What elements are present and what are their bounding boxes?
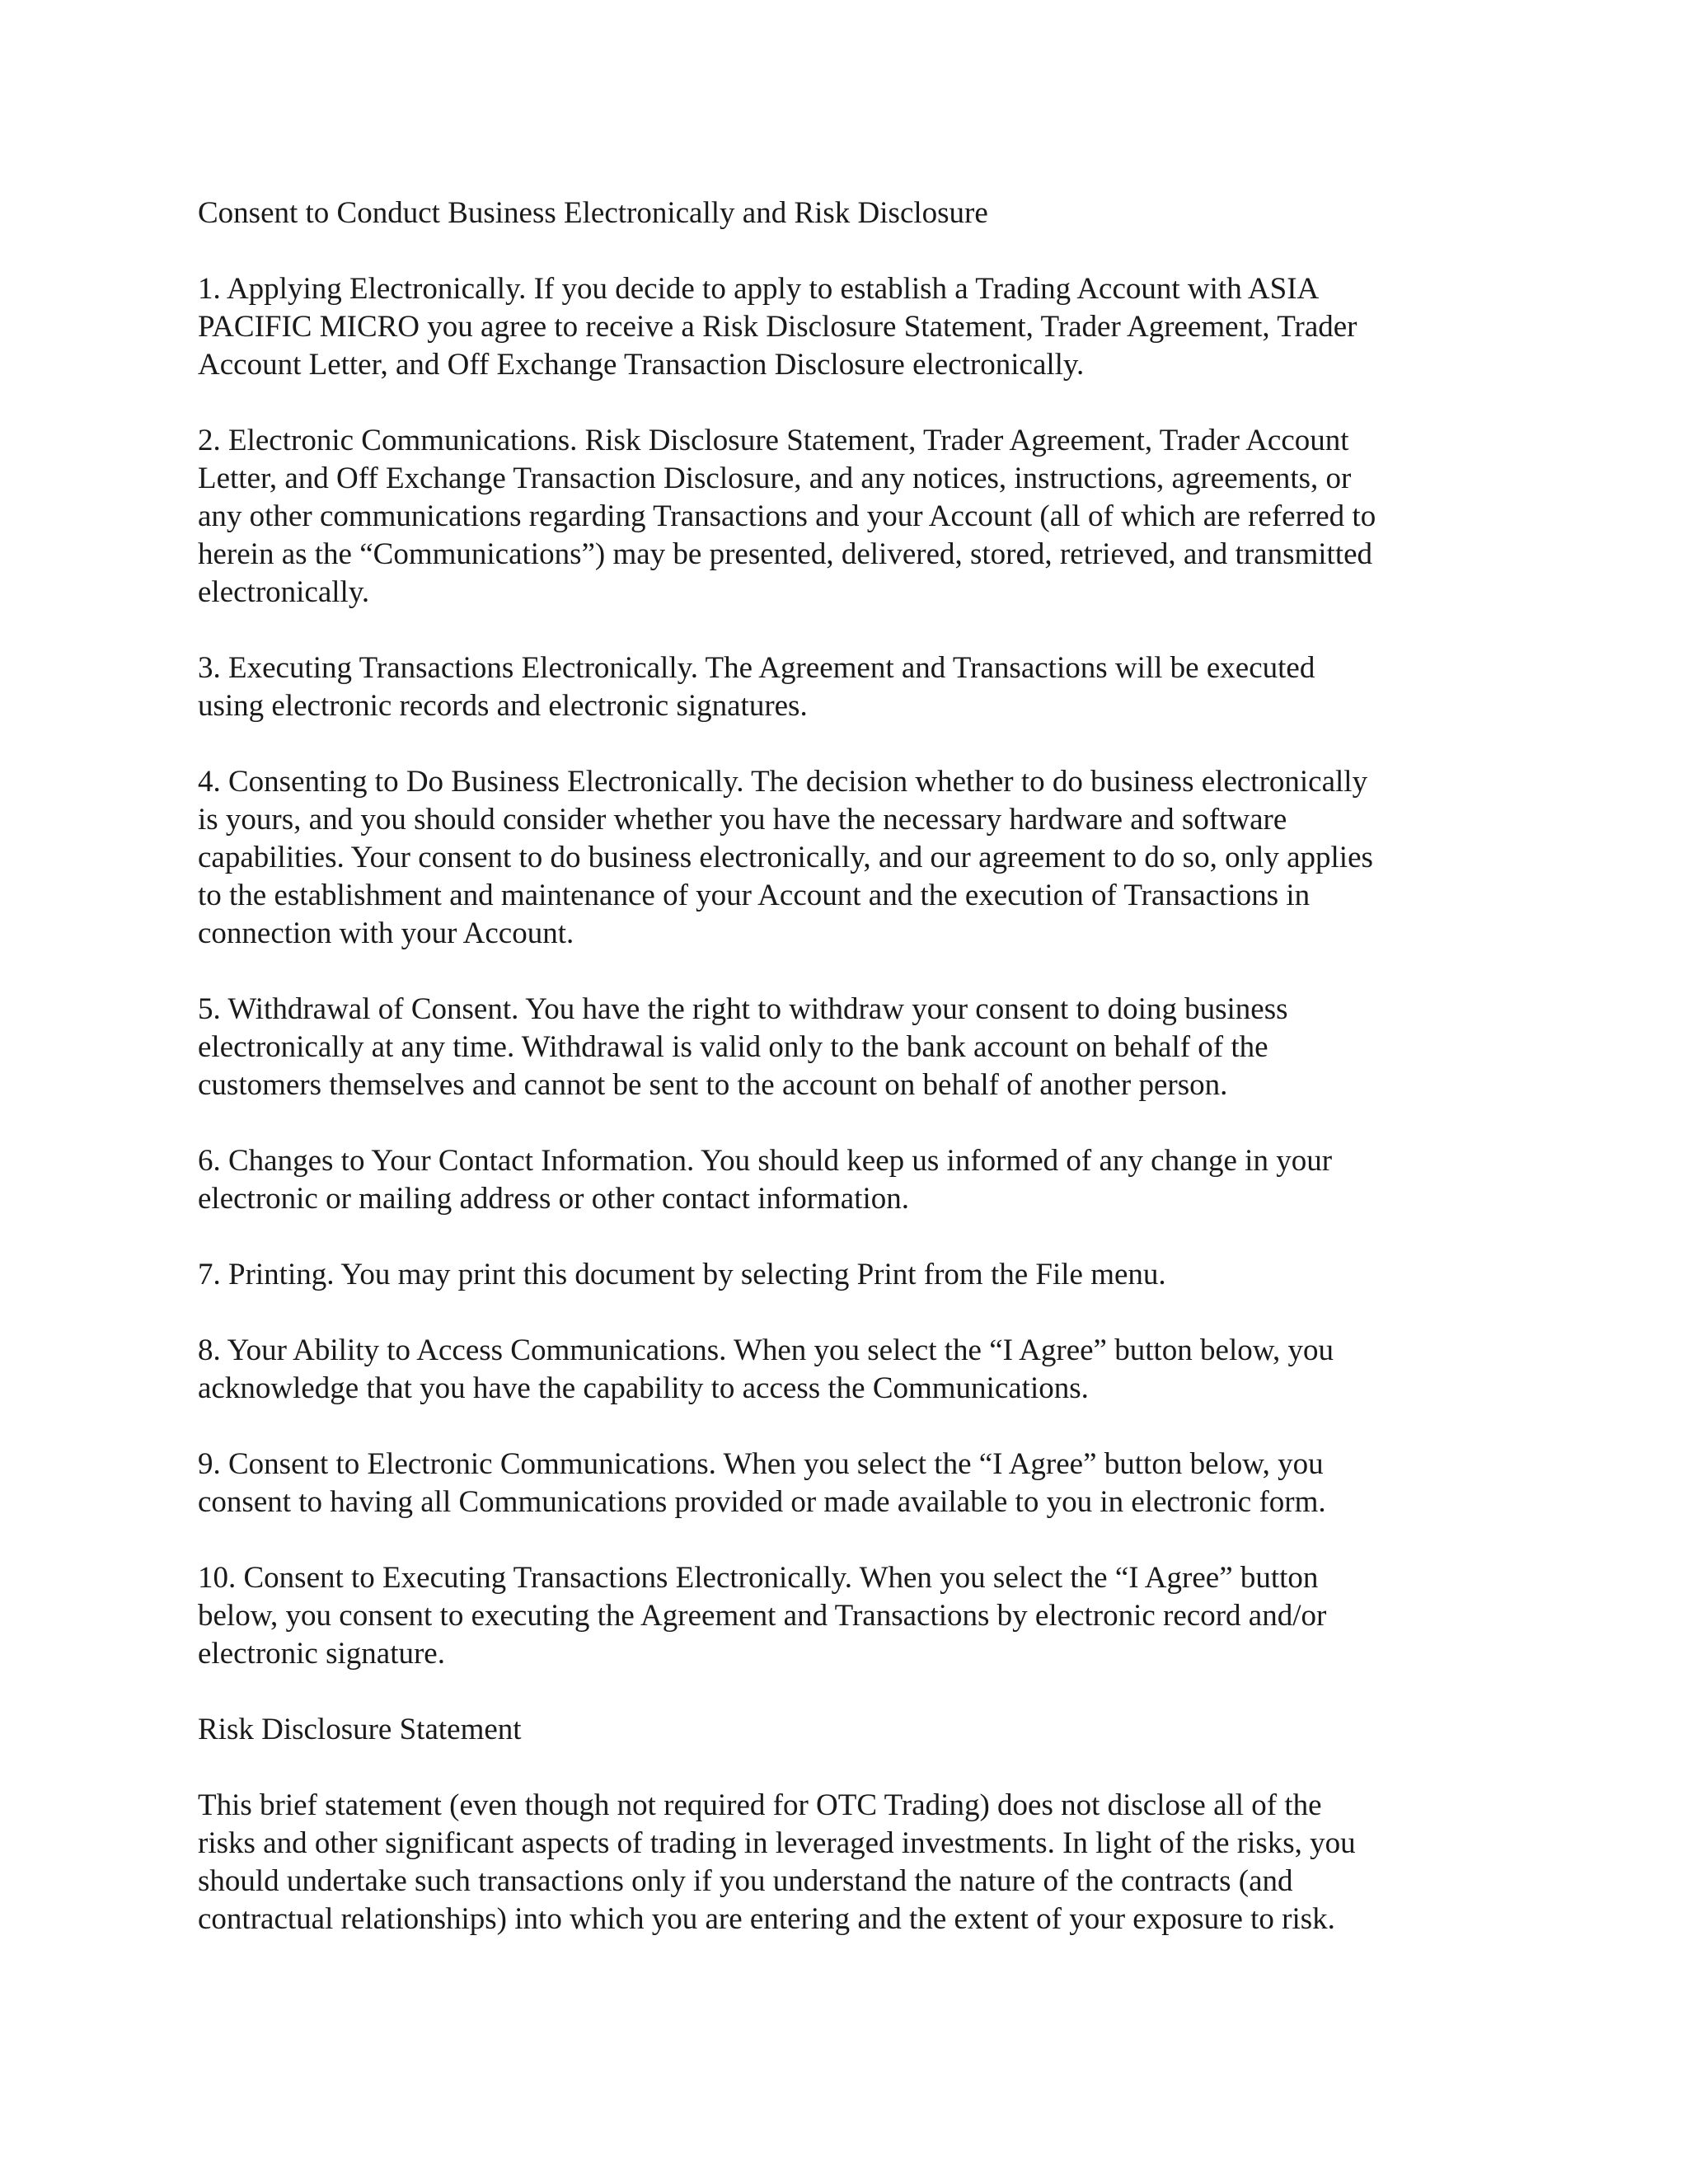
title-line: Consent to Conduct Business Electronically and Risk Disclosure [198,196,988,230]
section-9-line: consent to having all Communications provided or made available to you in electronic form. [198,1485,1326,1519]
section-3-line: using electronic records and electronic signatures. [198,689,808,723]
risk-heading-line: Risk Disclosure Statement [198,1713,522,1746]
section-4-line: capabilities. Your consent to do business electronically, and our agreement to do so, only applies [198,841,1373,874]
section-2-line: electronically. [198,575,370,609]
section-10-line: below, you consent to executing the Agreement and Transactions by electronic record and/or [198,1599,1327,1633]
section-4-line: is yours, and you should consider whether you have the necessary hardware and software [198,803,1287,837]
section-5-line: electronically at any time. Withdrawal is valid only to the bank account on behalf of the [198,1030,1268,1064]
risk-paragraph-line: risks and other significant aspects of trading in leveraged investments. In light of the risks, you [198,1826,1356,1860]
section-2-line: any other communications regarding Transactions and your Account (all of which are referred to [198,499,1376,533]
section-5-withdrawal-of-consent [198,991,1493,1104]
section-9-consent-electronic-communications [198,1446,1493,1521]
section-3-line: 3. Executing Transactions Electronically. The Agreement and Transactions will be executed [198,651,1315,685]
section-10-consent-executing-transactions [198,1559,1493,1673]
document-body [198,194,1493,1976]
risk-paragraph-line: contractual relationships) into which you are entering and the extent of your exposure to risk. [198,1902,1335,1936]
risk-paragraph-line: should undertake such transactions only if you understand the nature of the contracts (and [198,1864,1293,1898]
section-4-line: 4. Consenting to Do Business Electronically. The decision whether to do business electronically [198,765,1368,799]
section-2-line: herein as the “Communications”) may be presented, delivered, stored, retrieved, and transmitted [198,537,1373,571]
section-5-line: customers themselves and cannot be sent to the account on behalf of another person. [198,1068,1228,1102]
section-6-line: electronic or mailing address or other contact information. [198,1182,910,1216]
section-5-line: 5. Withdrawal of Consent. You have the right to withdraw your consent to doing business [198,992,1288,1026]
section-2-electronic-communications [198,422,1493,612]
section-10-line: electronic signature. [198,1637,445,1671]
risk-disclosure-heading [198,1711,1493,1749]
section-10-line: 10. Consent to Executing Transactions Electronically. When you select the “I Agree” button [198,1561,1319,1595]
section-4-consenting-to-do-business [198,763,1493,953]
section-1-line: PACIFIC MICRO you agree to receive a Risk Disclosure Statement, Trader Agreement, Trader [198,310,1357,344]
section-6-line: 6. Changes to Your Contact Information. You should keep us informed of any change in your [198,1144,1333,1178]
section-1-line: 1. Applying Electronically. If you decide to apply to establish a Trading Account with ASIA [198,272,1320,306]
section-6-contact-information [198,1142,1493,1218]
section-4-line: to the establishment and maintenance of your Account and the execution of Transactions in [198,879,1311,912]
section-4-line: connection with your Account. [198,916,574,950]
section-7-printing [198,1256,1493,1294]
section-8-line: acknowledge that you have the capability to access the Communications. [198,1371,1089,1405]
risk-paragraph-line: This brief statement (even though not required for OTC Trading) does not disclose all of the [198,1788,1322,1822]
section-2-line: Letter, and Off Exchange Transaction Disclosure, and any notices, instructions, agreements, or [198,462,1352,495]
section-2-line: 2. Electronic Communications. Risk Disclosure Statement, Trader Agreement, Trader Account [198,424,1349,457]
risk-disclosure-paragraph [198,1787,1493,1938]
section-9-line: 9. Consent to Electronic Communications. When you select the “I Agree” button below, you [198,1447,1324,1481]
section-7-line: 7. Printing. You may print this document by selecting Print from the File menu. [198,1258,1166,1291]
section-8-access-communications [198,1332,1493,1408]
section-3-executing-transactions [198,649,1493,725]
section-1-line: Account Letter, and Off Exchange Transaction Disclosure electronically. [198,348,1085,382]
document-title [198,194,1493,232]
section-1-applying-electronically [198,270,1493,384]
section-8-line: 8. Your Ability to Access Communications. When you select the “I Agree” button below, you [198,1333,1334,1367]
